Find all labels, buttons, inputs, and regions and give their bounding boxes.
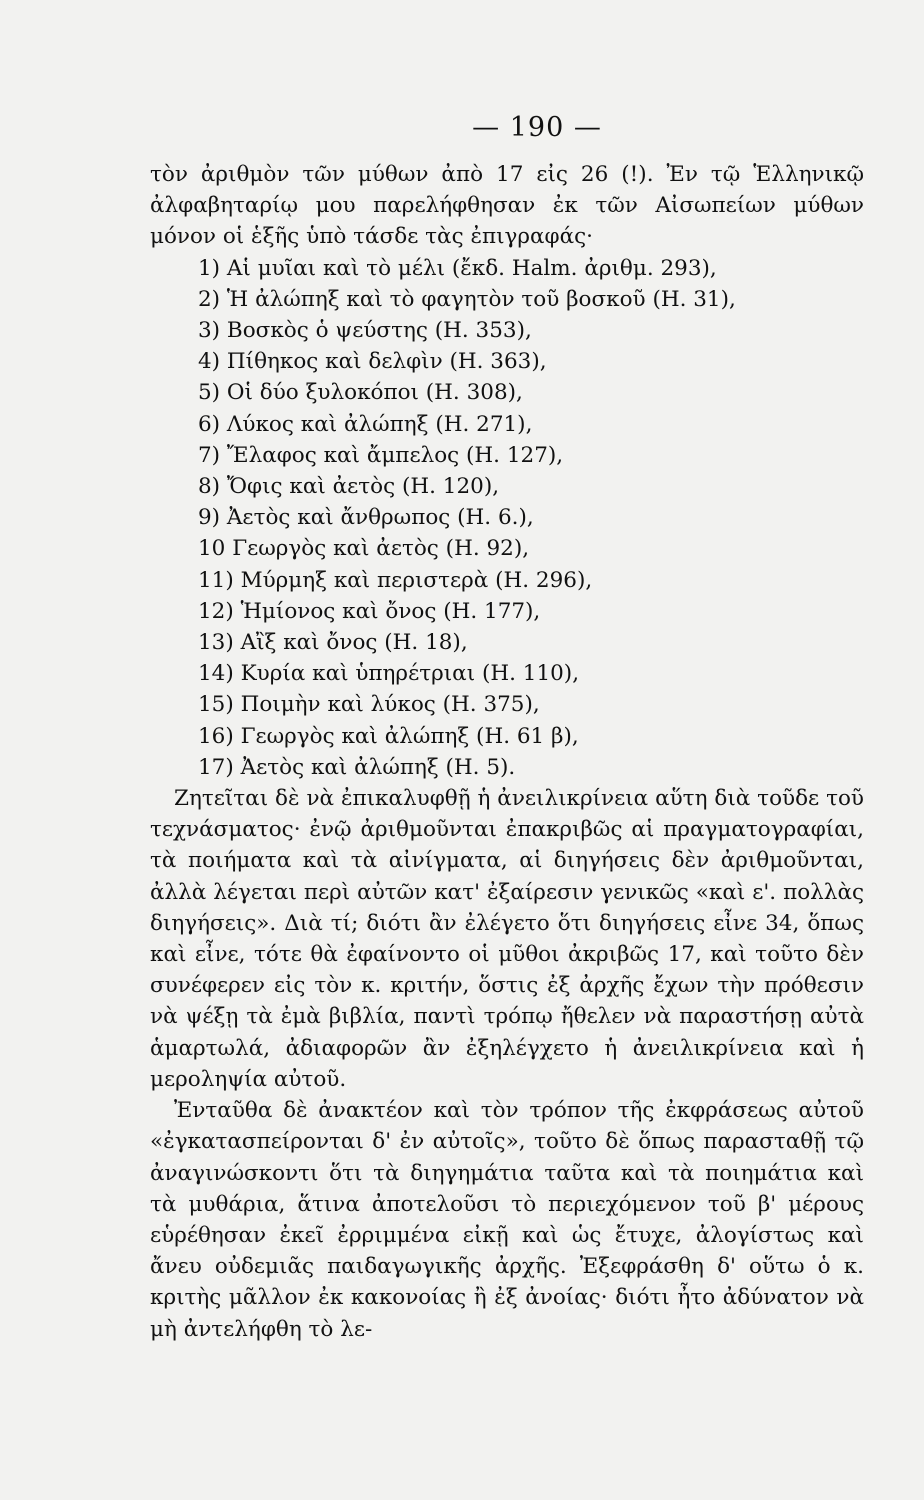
list-item: 16) Γεωργὸς καὶ ἀλώπηξ (Η. 61 β), (198, 723, 579, 749)
list-item: 2) Ἡ ἀλώπηξ καὶ τὸ φαγητὸν τοῦ βοσκοῦ (Η. 31), (198, 286, 736, 312)
body-paragraph-2: Ἐνταῦθα δὲ ἀνακτέον καὶ τὸν τρόπον τῆς ἐκφράσεως αὐτοῦ «ἐγκατασπείρονται δ' ἐν αὐτοῖς», τοῦτο δὲ ὅπως παρασταθῇ τῷ ἀναγινώσκοντι ὅτι τὰ διηγημάτια ταῦτα καὶ τὰ ποιημάτια καὶ τὰ μυθάρια, ἅτινα ἀποτελοῦσι τὸ περιεχόμενον τοῦ β' μέρους εὑρέθησαν ἐκεῖ ἐρριμμένα εἰκῇ καὶ ὡς ἔτυχε, ἀλογίστως καὶ ἄνευ οὐδεμιᾶς παιδαγωγικῆς ἀρχῆς. Ἐξεφράσθη δ' οὕτω ὁ κ. κριτὴς μᾶλλον ἐκ κακονοίας ἢ ἐξ ἀνοίας· διότι ἦτο ἀδύνατον νὰ μὴ ἀντελήφθη τὸ λε- (150, 1098, 864, 1342)
list-item: 15) Ποιμὴν καὶ λύκος (Η. 375), (198, 692, 540, 718)
fable-list (150, 253, 864, 783)
list-item: 5) Οἱ δύο ξυλοκόποι (Η. 308), (198, 380, 523, 406)
list-item: 8) Ὄφις καὶ ἀετὸς (Η. 120), (198, 474, 500, 500)
list-item: 7) Ἔλαφος καὶ ἄμπελος (Η. 127), (198, 442, 564, 468)
list-item: 14) Κυρία καὶ ὑπηρέτριαι (Η. 110), (198, 661, 580, 687)
list-item: 3) Βοσκὸς ὁ ψεύστης (Η. 353), (198, 318, 532, 344)
page-number: — 190 — (472, 112, 602, 143)
list-item: 1) Αἱ μυῖαι καὶ τὸ μέλι (ἔκδ. Halm. ἀριθμ. 293), (198, 255, 717, 281)
list-item: 6) Λύκος καὶ ἀλώπηξ (Η. 271), (198, 411, 533, 437)
list-item: 12) Ἡμίονος καὶ ὄνος (Η. 177), (198, 598, 541, 624)
intro-paragraph: τὸν ἀριθμὸν τῶν μύθων ἀπὸ 17 εἰς 26 (!). Ἐν τῷ Ἑλληνικῷ ἀλφαβηταρίῳ μου παρελήφθησαν ἐκ τῶν Αἰσωπείων μύθων μόνον οἱ ἑξῆς ὑπὸ τάσδε τὰς ἐπιγραφάς· (150, 162, 864, 250)
list-item: 11) Μύρμηξ καὶ περιστερὰ (Η. 296), (198, 567, 593, 593)
list-item: 17) Ἀετὸς καὶ ἀλώπηξ (Η. 5). (198, 754, 516, 780)
page-body (150, 159, 864, 1345)
list-item: 4) Πίθηκος καὶ δελφὶν (Η. 363), (198, 349, 547, 375)
list-item: 9) Ἀετὸς καὶ ἄνθρωπος (Η. 6.), (198, 505, 534, 531)
list-item: 13) Αἲξ καὶ ὄνος (Η. 18), (198, 630, 468, 656)
body-paragraph-1: Ζητεῖται δὲ νὰ ἐπικαλυφθῇ ἡ ἀνειλικρίνεια αὕτη διὰ τοῦδε τοῦ τεχνάσματος· ἐνῷ ἀριθμοῦνται ἐπακριβῶς αἱ πραγματογραφίαι, τὰ ποιήματα καὶ τὰ αἰνίγματα, αἱ διηγήσεις δὲν ἀριθμοῦνται, ἀλλὰ λέγεται περὶ αὐτῶν κατ' ἐξαίρεσιν γενικῶς «καὶ ε'. πολλὰς διηγήσεις». Διὰ τί; διότι ἂν ἐλέγετο ὅτι διηγήσεις εἶνε 34, ὅπως καὶ εἶνε, τότε θὰ ἐφαίνοντο οἱ μῦθοι ἀκριβῶς 17, καὶ τοῦτο δὲν συνέφερεν εἰς τὸν κ. κριτήν, ὅστις ἐξ ἀρχῆς ἔχων τὴν πρόθεσιν νὰ ψέξῃ τὰ ἐμὰ βιβλία, παντὶ τρόπῳ ἤθελεν νὰ παραστήσῃ αὐτὰ ἁμαρτωλά, ἀδιαφορῶν ἂν ἐξηλέγχετο ἡ ἀνειλικρίνεια καὶ ἡ μεροληψία αὐτοῦ. (150, 786, 864, 1092)
list-item: 10 Γεωργὸς καὶ ἀετὸς (Η. 92), (198, 536, 530, 562)
